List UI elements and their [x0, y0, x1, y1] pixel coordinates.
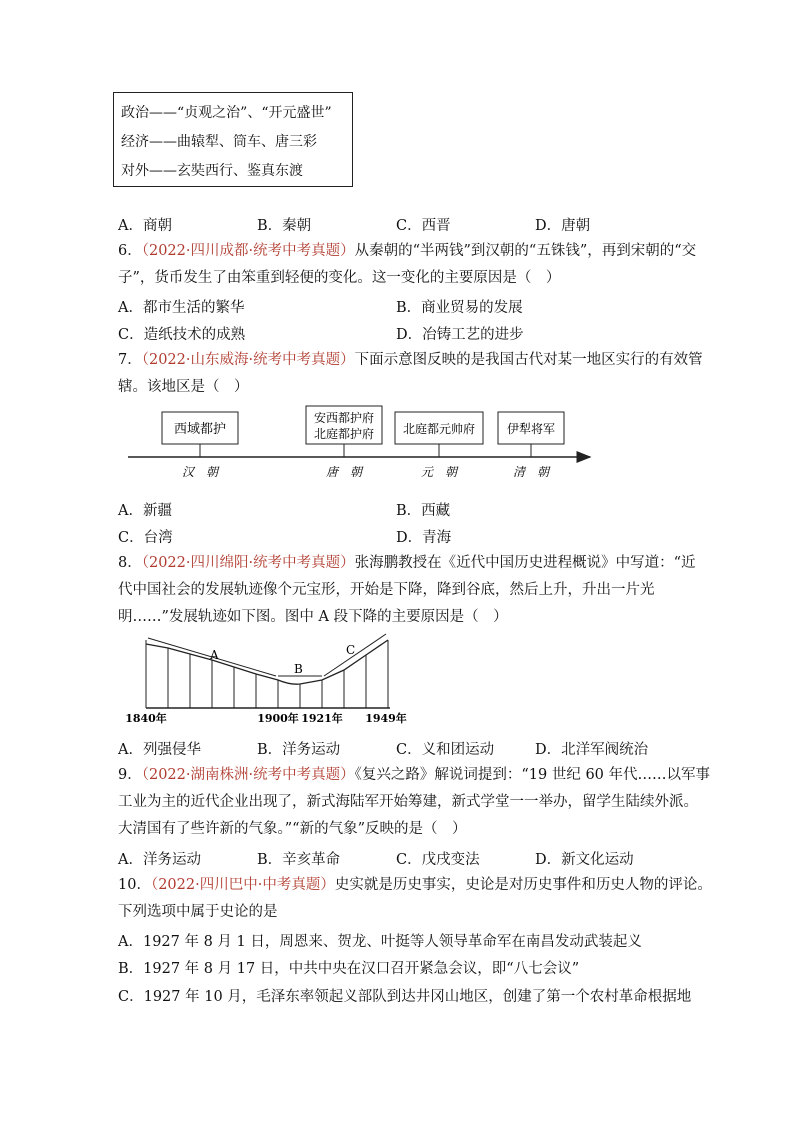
q9-stem-line2: 工业为主的近代企业出现了，新式海陆军开始筹建，新式学堂一一举办，留学生陆续外派。	[118, 794, 698, 810]
q10-option-a[interactable]: A．1927 年 8 月 1 日，周恩来、贺龙、叶挺等人领导革命军在南昌发动武装起义	[118, 934, 642, 950]
question-source: （2022·山东威海·统考中考真题）	[141, 352, 355, 368]
q8-stem-line3: 明……”发展轨迹如下图。图中 A 段下降的主要原因是（ ）	[118, 609, 508, 625]
q8-option-d[interactable]: D．北洋军阀统治	[535, 742, 649, 758]
dynasty-label: 元 朝	[420, 465, 458, 479]
question-text: 下面示意图反映的是我国古代对某一地区实行的有效管	[354, 352, 703, 368]
q5-option-a[interactable]: A．商朝	[118, 218, 172, 234]
q6-stem-line2: 子”，货币发生了由笨重到轻便的变化。这一变化的主要原因是（ ）	[118, 270, 561, 286]
question-number: 9．	[118, 767, 142, 783]
segment-label: C	[346, 643, 356, 657]
question-source: （2022·四川绵阳·统考中考真题）	[141, 555, 355, 571]
q7-option-c[interactable]: C．台湾	[118, 530, 173, 546]
q10-stem-line2: 下列选项中属于史论的是	[118, 904, 278, 920]
q6-option-d[interactable]: D．冶铸工艺的进步	[396, 327, 524, 343]
q8-option-c[interactable]: C．义和团运动	[396, 742, 495, 758]
question-number: 8．	[118, 555, 142, 571]
q8-stem-line1	[118, 553, 696, 573]
year-label: 1921年	[301, 712, 343, 725]
year-label: 1900年	[257, 712, 299, 725]
q9-stem-line1	[118, 765, 710, 785]
q5-option-b[interactable]: B．秦朝	[257, 218, 312, 234]
question-text: 史实就是历史事实，史论是对历史事件和历史人物的评论。	[334, 877, 712, 893]
dynasty-label: 清 朝	[512, 465, 550, 479]
q9-option-a[interactable]: A．洋务运动	[118, 852, 201, 868]
q7-option-b[interactable]: B．西藏	[396, 503, 451, 519]
question-number: 7．	[118, 352, 142, 368]
timeline-box-label: 北庭都元帅府	[402, 422, 476, 436]
question-source: （2022·四川巴中·中考真题）	[150, 877, 335, 893]
question-text: 张海鹏教授在《近代中国历史进程概说》中写道：“近	[354, 555, 696, 571]
q10-stem-line1	[118, 875, 712, 895]
q5-option-d[interactable]: D．唐朝	[535, 218, 591, 234]
timeline-box-label: 西域都护	[173, 422, 227, 437]
q5-box-row: 政治——“贞观之治”、“开元盛世”	[121, 105, 332, 121]
q9-option-c[interactable]: C．戊戌变法	[396, 852, 480, 868]
q7-timeline-diagram	[120, 402, 600, 484]
timeline-box-label: 伊犁将军	[506, 422, 556, 436]
q9-option-b[interactable]: B．辛亥革命	[257, 852, 341, 868]
timeline-box-label: 北庭都护府	[313, 427, 375, 441]
question-number: 10．	[118, 877, 151, 893]
q5-material-box	[113, 92, 353, 187]
segment-label: A	[210, 648, 219, 662]
q8-trajectory-chart	[118, 630, 418, 725]
q7-stem-line2: 辖。该地区是（ ）	[118, 379, 249, 395]
question-text: 《复兴之路》解说词提到：“19 世纪 60 年代……以军事	[354, 767, 710, 783]
q6-option-b[interactable]: B．商业贸易的发展	[396, 300, 523, 316]
year-label: 1949年	[365, 712, 407, 725]
q5-option-c[interactable]: C．西晋	[396, 218, 451, 234]
q6-option-c[interactable]: C．造纸技术的成熟	[118, 327, 246, 343]
timeline-box-label: 安西都护府	[313, 411, 375, 425]
question-source: （2022·湖南株洲·统考中考真题）	[141, 767, 355, 783]
q10-option-c[interactable]: C．1927 年 10 月，毛泽东率领起义部队到达井冈山地区，创建了第一个农村革命根据地	[118, 989, 692, 1005]
q5-box-row: 对外——玄奘西行、鉴真东渡	[121, 163, 303, 179]
q9-stem-line3: 大清国有了些许新的气象。”“新的气象”反映的是（ ）	[118, 821, 467, 837]
year-label: 1840年	[125, 712, 167, 725]
q8-option-a[interactable]: A．列强侵华	[118, 742, 201, 758]
question-source: （2022·四川成都·统考中考真题）	[141, 243, 355, 259]
question-number: 6．	[118, 243, 142, 259]
dynasty-label: 汉 朝	[181, 465, 219, 479]
q6-option-a[interactable]: A．都市生活的繁华	[118, 300, 245, 316]
q8-stem-line2: 代中国社会的发展轨迹像个元宝形，开始是下降，降到谷底，然后上升，升出一片光	[118, 582, 655, 598]
question-text: 从秦朝的“半两钱”到汉朝的“五铢钱”，再到宋朝的“交	[354, 243, 697, 259]
q7-stem-line1	[118, 350, 703, 370]
q6-stem-line1	[118, 241, 696, 261]
dynasty-label: 唐 朝	[325, 465, 363, 479]
q7-option-d[interactable]: D．青海	[396, 530, 452, 546]
q9-option-d[interactable]: D．新文化运动	[535, 852, 634, 868]
q5-box-row: 经济——曲辕犁、筒车、唐三彩	[121, 134, 317, 150]
q10-option-b[interactable]: B．1927 年 8 月 17 日，中共中央在汉口召开紧急会议，即“八七会议”	[118, 961, 580, 977]
q8-option-b[interactable]: B．洋务运动	[257, 742, 341, 758]
segment-label: B	[294, 662, 303, 676]
q7-option-a[interactable]: A．新疆	[118, 503, 172, 519]
